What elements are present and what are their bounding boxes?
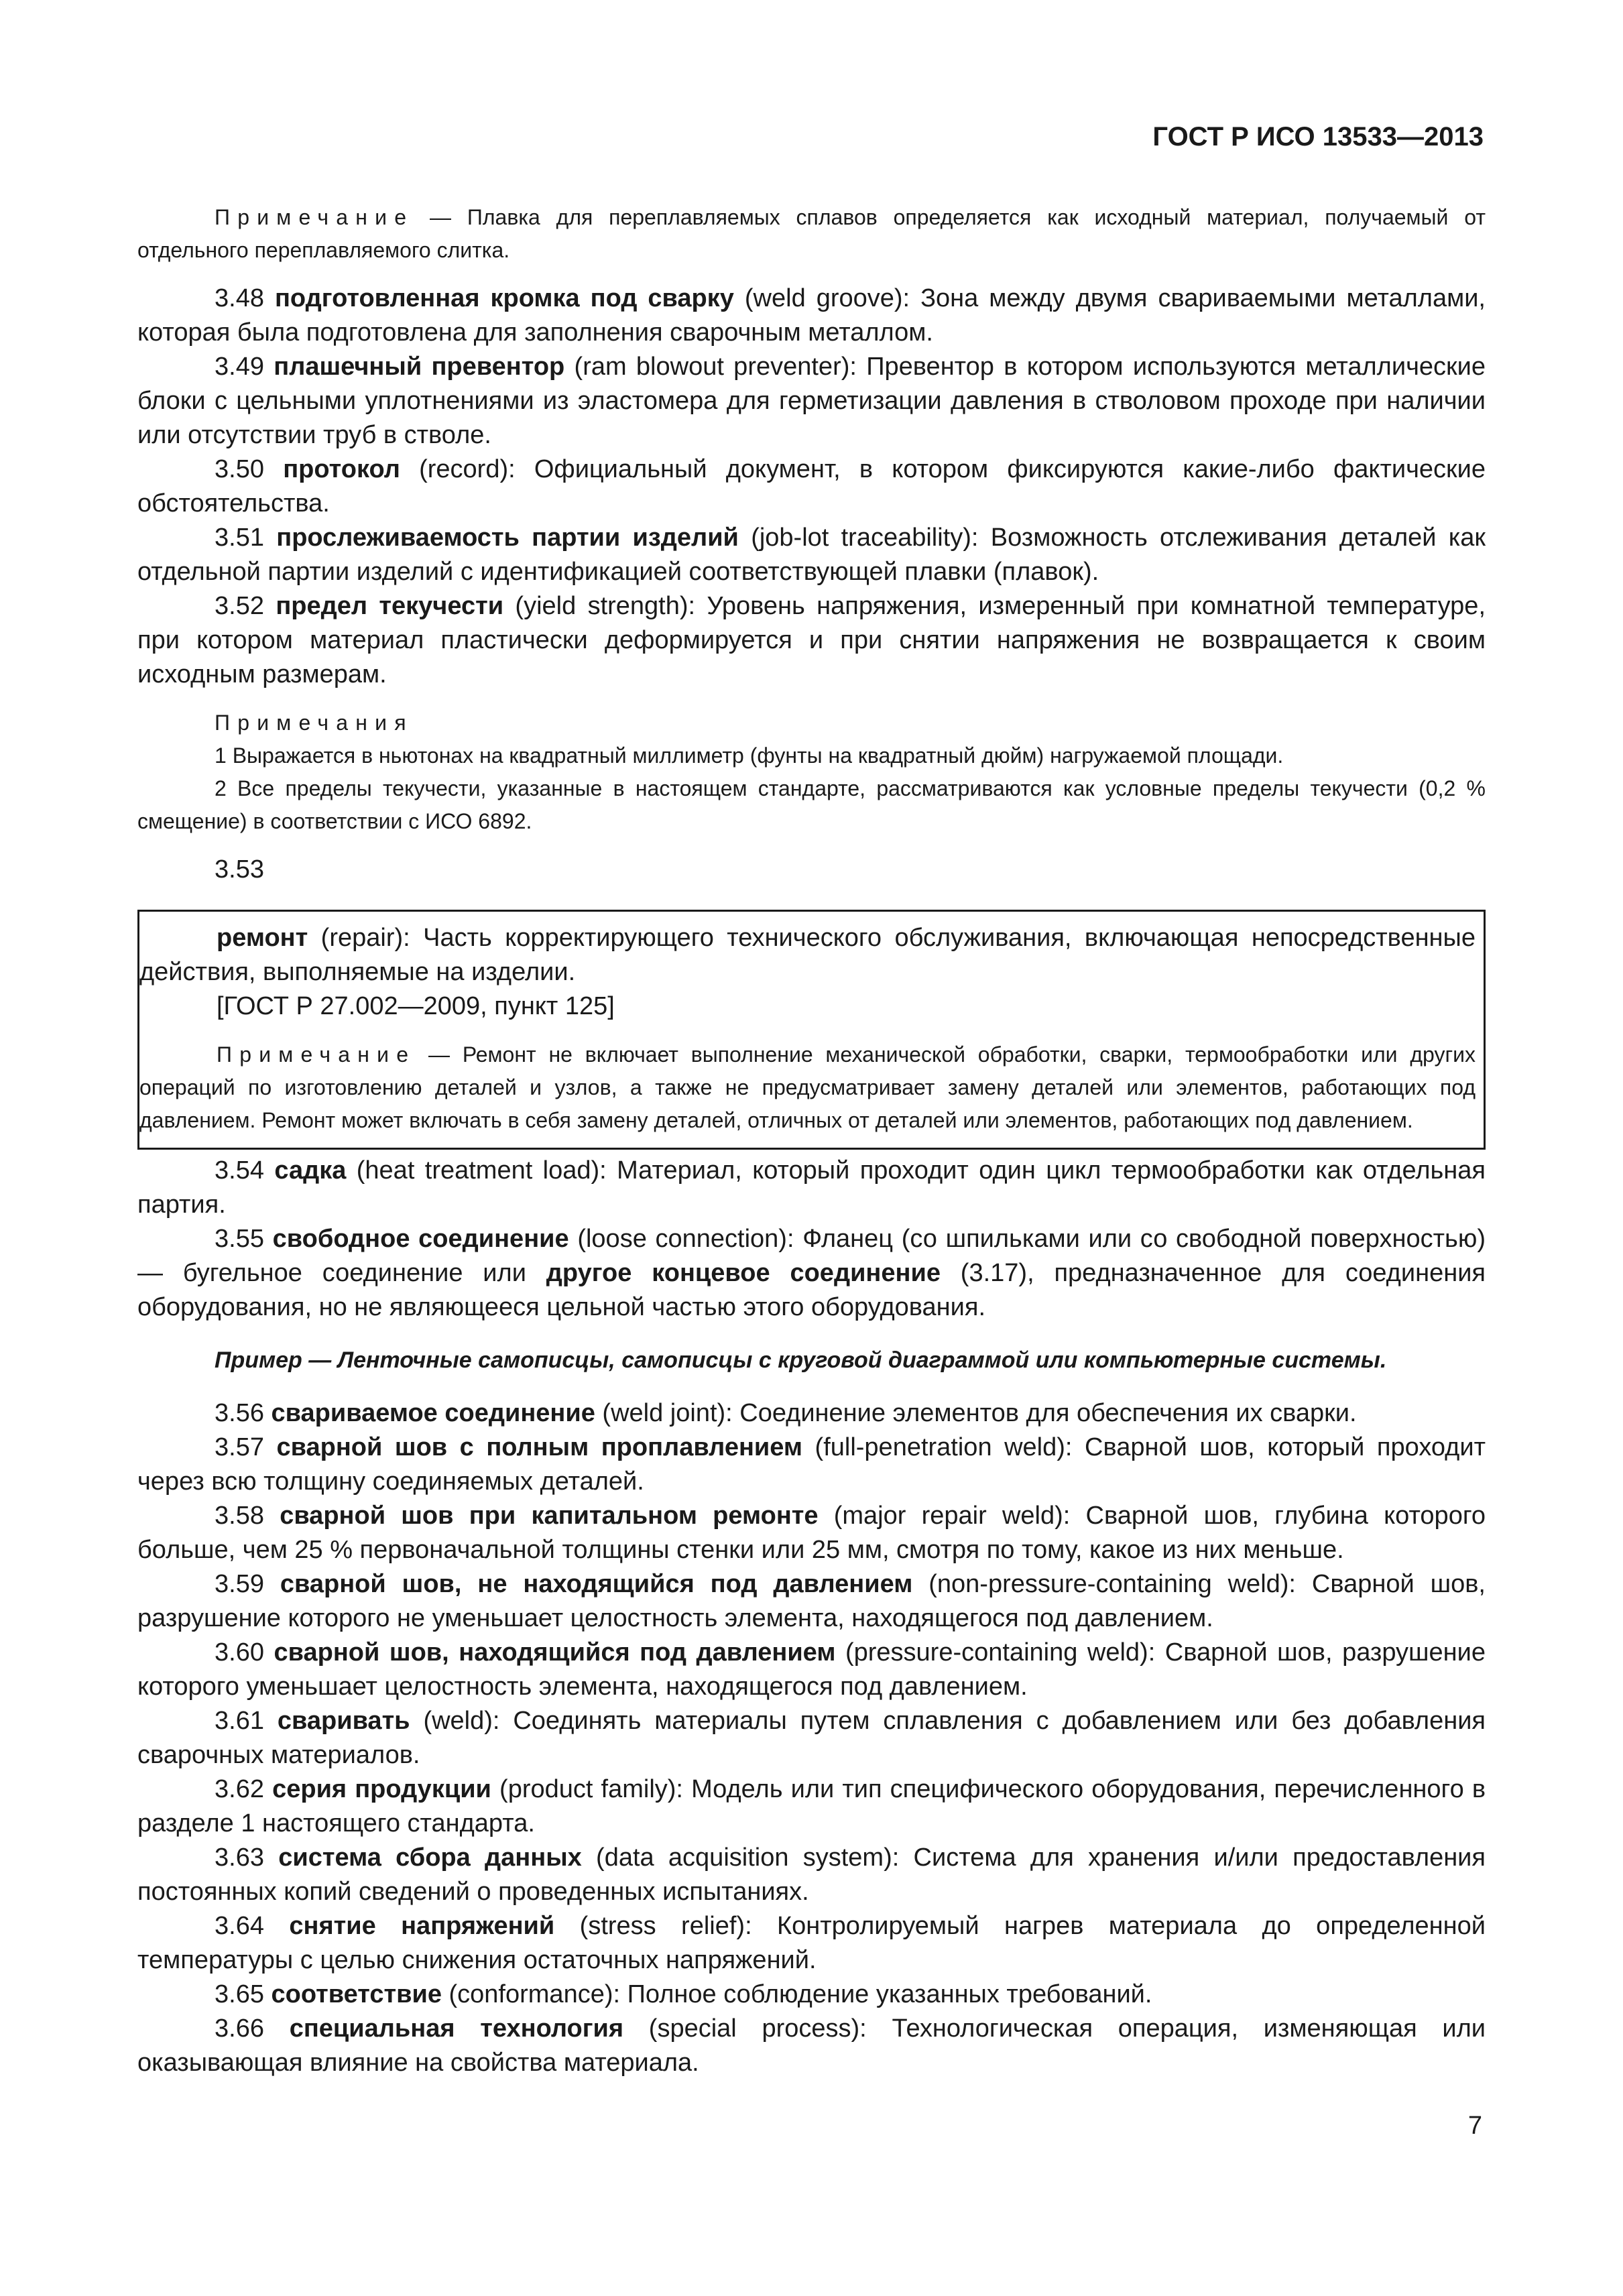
term-definition: (heat treatment load): Материал, который проходит один цикл термообработки как отдельная партия.: [137, 1156, 1486, 1219]
quoted-definition-box: [137, 910, 1486, 1150]
term-definition: (record): Официальный документ, в котором фиксируются какие-либо фактические обстоятельства.: [137, 455, 1486, 518]
note-top: [137, 201, 1486, 267]
term-name: сварной шов с полным проплавлением: [276, 1433, 803, 1461]
note-text: — Ремонт не включает выполнение механической обработки, сварки, термообработки или других операций по изготовлению деталей и узлов, а также не предусматривает замену деталей или элементов, работающих под давлением. Ремонт может включать в себя замену деталей, отличных от деталей или элементов, работающих под давлением.: [139, 1042, 1476, 1132]
term-definition: (ram blowout preventer): Превентор в котором используются металлические блоки с цельными уплотнениями из эластомера для герметизации давления в стволовом проходе при наличии или отсутствии труб в стволе.: [137, 353, 1486, 449]
note-label: Примечание: [217, 1042, 416, 1067]
term-3-50: [137, 452, 1486, 521]
term-number: 3.57: [215, 1433, 264, 1461]
term-definition: (conformance): Полное соблюдение указанных требований.: [441, 1980, 1152, 2008]
term-name: соответствие: [271, 1980, 442, 2008]
term-number: 3.62: [215, 1775, 264, 1803]
term-name: прослеживаемость партии изделий: [276, 524, 739, 552]
term-name: сварной шов при капитальном ремонте: [280, 1502, 819, 1530]
term-name: свариваемое соединение: [271, 1399, 595, 1427]
term-3-65: [137, 1978, 1486, 2012]
term-number: 3.49: [215, 353, 264, 381]
term-definition: (major repair weld): Сварной шов, глубина которого больше, чем 25 % первоначальной толщины стенки или 25 мм, смотря по тому, какое из них меньше.: [137, 1502, 1486, 1564]
term-definition: (weld groove): Зона между двумя свариваемыми металлами, которая была подготовлена для заполнения сварочным металлом.: [137, 284, 1486, 347]
term-definition: (repair): Часть корректирующего технического обслуживания, включающая непосредственные действия, выполняемые на изделии.: [139, 924, 1476, 986]
term-number: 3.48: [215, 284, 264, 312]
term-name: садка: [274, 1156, 347, 1185]
term-definition: (data acquisition system): Система для хранения и/или предоставления постоянных копий сведений о проведенных испытаниях.: [137, 1844, 1486, 1906]
note-label: Примечание: [215, 205, 414, 229]
page-content: [137, 201, 1486, 2080]
term-3-55: [137, 1222, 1486, 1325]
term-3-53-number: 3.53: [215, 855, 264, 884]
source-reference: [ГОСТ Р 27.002—2009, пункт 125]: [217, 992, 615, 1020]
term-number: 3.60: [215, 1638, 264, 1667]
term-name: система сбора данных: [278, 1844, 582, 1872]
notes-label: Примечания: [215, 711, 414, 735]
term-3-54: [137, 1154, 1486, 1222]
term-definition: (product family): Модель или тип специфического оборудования, перечисленного в разделе 1 настоящего стандарта.: [137, 1775, 1486, 1837]
note-item-2: 2 Все пределы текучести, указанные в настоящем стандарте, рассматриваются как условные пределы текучести (0,2 % смещение) в соответствии с ИСО 6892.: [137, 776, 1486, 833]
note-text: — Плавка для переплавляемых сплавов определяется как исходный материал, получаемый от отдельного переплавляемого слитка.: [137, 205, 1486, 262]
term-definition: (weld joint): Соединение элементов для обеспечения их сварки.: [595, 1399, 1357, 1427]
term-definition: (special process): Технологическая операция, изменяющая или оказывающая влияние на свойства материала.: [137, 2014, 1486, 2077]
term-number: 3.66: [215, 2014, 264, 2043]
term-3-59: [137, 1567, 1486, 1636]
term-number: 3.63: [215, 1844, 264, 1872]
term-3-61: [137, 1704, 1486, 1772]
term-3-53: [139, 921, 1476, 989]
note-item-1: 1 Выражается в ньютонах на квадратный миллиметр (фунты на квадратный дюйм) нагружаемой площади.: [215, 743, 1284, 768]
term-name: ремонт: [217, 924, 308, 952]
term-number: 3.51: [215, 524, 264, 552]
term-number: 3.50: [215, 455, 264, 483]
term-3-60: [137, 1636, 1486, 1704]
term-cross-reference: другое концевое соединение: [546, 1259, 941, 1287]
term-3-63: [137, 1841, 1486, 1909]
term-3-48: [137, 282, 1486, 350]
term-3-52: [137, 589, 1486, 692]
term-number: 3.56: [215, 1399, 264, 1427]
term-number: 3.58: [215, 1502, 264, 1530]
term-3-64: [137, 1909, 1486, 1978]
term-3-56: [137, 1396, 1486, 1431]
term-name: подготовленная кромка под сварку: [274, 284, 734, 312]
term-definition: (loose connection): Фланец (со шпильками или со свободной поверхностью) — бугельное соединение или: [137, 1225, 1486, 1287]
term-name: плашечный превентор: [274, 353, 565, 381]
term-name: сваривать: [277, 1707, 410, 1735]
term-3-62: [137, 1772, 1486, 1841]
term-definition: (full-penetration weld): Сварной шов, который проходит через всю толщину соединяемых деталей.: [137, 1433, 1486, 1496]
terms-group-a: [137, 282, 1486, 692]
term-number: 3.64: [215, 1912, 264, 1940]
term-name: предел текучести: [276, 592, 504, 620]
term-name: серия продукции: [272, 1775, 491, 1803]
term-number: 3.59: [215, 1570, 264, 1598]
term-name: сварной шов, находящийся под давлением: [274, 1638, 836, 1667]
term-3-49: [137, 350, 1486, 452]
term-name: сварной шов, не находящийся под давлением: [280, 1570, 913, 1598]
term-number: 3.54: [215, 1156, 264, 1185]
term-name: свободное соединение: [272, 1225, 569, 1253]
term-definition: (weld): Соединять материалы путем сплавления с добавлением или без добавления сварочных материалов.: [137, 1707, 1486, 1769]
term-definition: (non-pressure-containing weld): Сварной шов, разрушение которого не уменьшает целостность элемента, находящегося под давлением.: [137, 1570, 1486, 1632]
term-3-57: [137, 1431, 1486, 1499]
term-3-51: [137, 521, 1486, 589]
term-name: протокол: [283, 455, 400, 483]
terms-group-b: [137, 1396, 1486, 2080]
term-definition: (yield strength): Уровень напряжения, измеренный при комнатной температуре, при котором материал пластически деформируется и при снятии напряжения не возвращается к своим исходным размерам.: [137, 592, 1486, 688]
term-3-66: [137, 2012, 1486, 2080]
term-number: 3.61: [215, 1707, 264, 1735]
term-number: 3.52: [215, 592, 264, 620]
term-number: 3.55: [215, 1225, 264, 1253]
term-definition: (job-lot traceability): Возможность отслеживания деталей как отдельной партии изделий с идентификацией соответствующей плавки (плавок).: [137, 524, 1486, 586]
notes-3-52: [137, 707, 1486, 838]
example-text: Пример — Ленточные самописцы, самописцы с круговой диаграммой или компьютерные системы.: [215, 1347, 1387, 1373]
document-header: ГОСТ Р ИСО 13533—2013: [1152, 122, 1484, 152]
term-definition-cont: (3.17), предназначенное для соединения оборудования, но не являющееся цельной частью этого оборудования.: [137, 1259, 1486, 1321]
term-3-58: [137, 1499, 1486, 1567]
term-name: снятие напряжений: [289, 1912, 555, 1940]
term-definition: (stress relief): Контролируемый нагрев материала до определенной температуры с целью снижения остаточных напряжений.: [137, 1912, 1486, 1974]
box-note: [139, 1038, 1476, 1137]
term-number: 3.65: [215, 1980, 264, 2008]
term-definition: (pressure-containing weld): Сварной шов, разрушение которого уменьшает целостность элемента, находящегося под давлением.: [137, 1638, 1486, 1701]
page-number: 7: [1467, 2112, 1482, 2140]
term-name: специальная технология: [289, 2014, 624, 2043]
